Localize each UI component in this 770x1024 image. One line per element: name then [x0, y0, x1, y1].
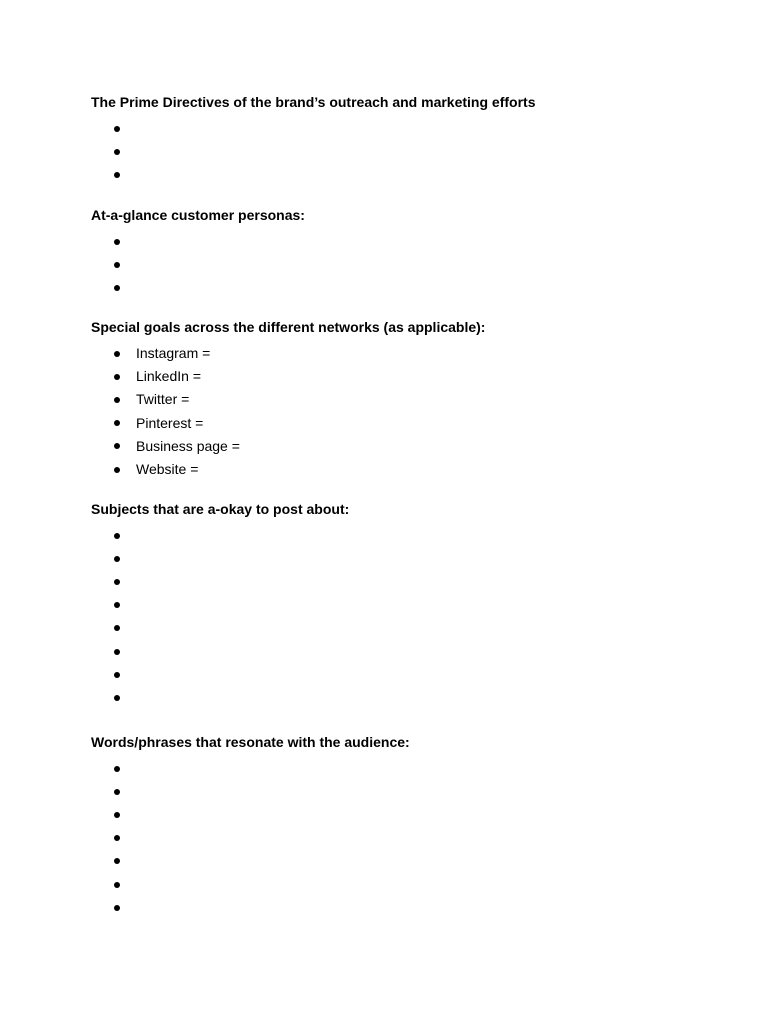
bullet-icon: [114, 420, 120, 426]
list-item: [91, 230, 711, 253]
list-item: [91, 435, 711, 458]
list-item-text: Instagram =: [136, 345, 211, 361]
bullet-list: [91, 524, 711, 710]
list-item: [91, 524, 711, 547]
list-item: [91, 827, 711, 850]
bullet-list: [91, 230, 711, 300]
bullet-list: [91, 117, 711, 187]
bullet-icon: [114, 882, 120, 888]
bullet-icon: [114, 602, 120, 608]
section-heading: Special goals across the different networks (as applicable):: [91, 319, 486, 335]
bullet-icon: [114, 351, 120, 357]
list-item: [91, 663, 711, 686]
list-item: [91, 850, 711, 873]
section-post-subjects: [91, 500, 711, 710]
bullet-icon: [114, 789, 120, 795]
list-item: [91, 617, 711, 640]
bullet-icon: [114, 149, 120, 155]
list-item: [91, 640, 711, 663]
list-item-text: Pinterest =: [136, 414, 204, 431]
bullet-icon: [114, 262, 120, 268]
bullet-icon: [114, 579, 120, 585]
list-item-text: Twitter =: [136, 391, 190, 408]
list-item: [91, 117, 711, 140]
section-customer-personas: [91, 206, 711, 300]
bullet-icon: [114, 172, 120, 178]
bullet-icon: [114, 625, 120, 631]
list-item: [91, 388, 711, 411]
list-item: [91, 896, 711, 919]
list-item: [91, 342, 711, 365]
list-item: [91, 873, 711, 896]
section-heading: The Prime Directives of the brand’s outreach and marketing efforts: [91, 94, 536, 110]
list-item: [91, 140, 711, 163]
bullet-icon: [114, 812, 120, 818]
list-item-text: Business page =: [136, 437, 240, 454]
list-item: [91, 594, 711, 617]
list-item-text: LinkedIn =: [136, 368, 201, 385]
bullet-icon: [114, 126, 120, 132]
bullet-icon: [114, 695, 120, 701]
bullet-icon: [114, 858, 120, 864]
bullet-icon: [114, 239, 120, 245]
list-item: [91, 780, 711, 803]
bullet-icon: [114, 905, 120, 911]
bullet-list: [91, 757, 711, 919]
bullet-icon: [114, 374, 120, 380]
list-item: [91, 570, 711, 593]
list-item: [91, 163, 711, 186]
bullet-icon: [114, 443, 120, 449]
bullet-list: [91, 342, 711, 481]
list-item: [91, 276, 711, 299]
bullet-icon: [114, 672, 120, 678]
list-item: [91, 757, 711, 780]
section-prime-directives: [91, 93, 711, 187]
section-heading: Subjects that are a-okay to post about:: [91, 501, 350, 517]
bullet-icon: [114, 467, 120, 473]
bullet-icon: [114, 835, 120, 841]
bullet-icon: [114, 533, 120, 539]
bullet-icon: [114, 766, 120, 772]
bullet-icon: [114, 397, 120, 403]
list-item: [91, 547, 711, 570]
list-item: [91, 412, 711, 435]
section-heading: At-a-glance customer personas:: [91, 207, 305, 223]
section-network-goals: [91, 318, 711, 481]
list-item-text: Website =: [136, 460, 199, 477]
list-item: [91, 253, 711, 276]
list-item: [91, 365, 711, 388]
section-resonant-words: [91, 733, 711, 919]
list-item: [91, 803, 711, 826]
bullet-icon: [114, 649, 120, 655]
list-item: [91, 458, 711, 481]
section-heading: Words/phrases that resonate with the audience:: [91, 734, 410, 750]
list-item: [91, 686, 711, 709]
bullet-icon: [114, 285, 120, 291]
bullet-icon: [114, 556, 120, 562]
